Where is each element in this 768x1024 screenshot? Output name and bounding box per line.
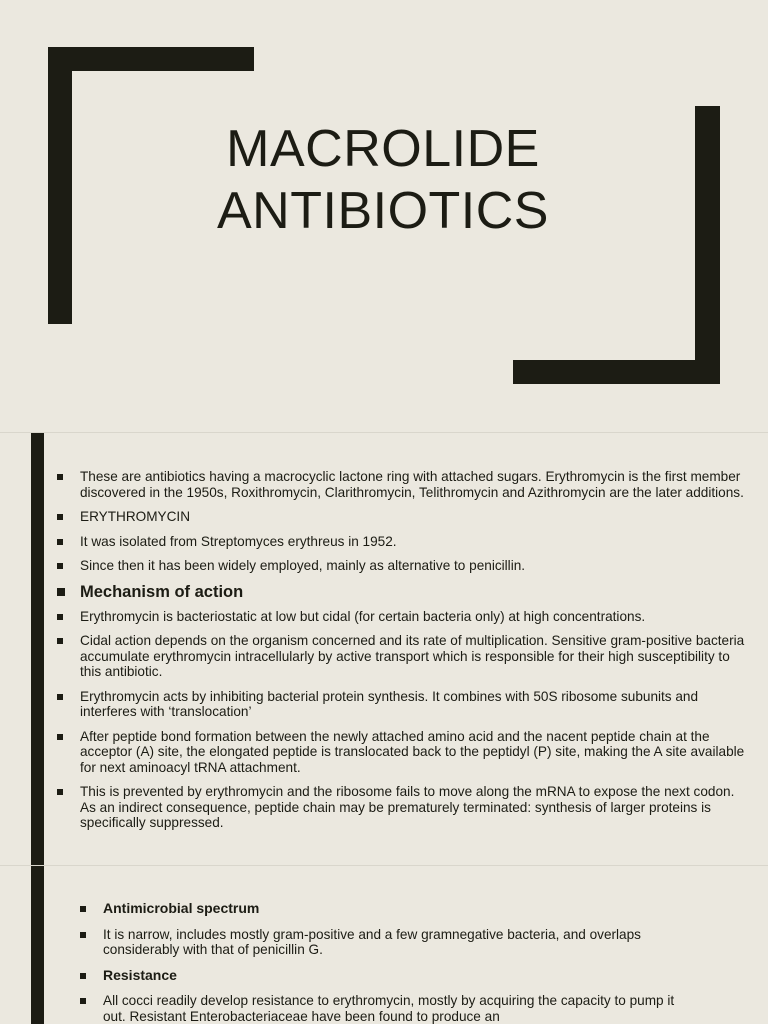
bullet-icon [57, 588, 65, 596]
bracket-bottom-right-vertical [695, 106, 720, 384]
bullet-icon [57, 474, 63, 480]
bullet-icon [80, 932, 86, 938]
list-item: Since then it has been widely employed, mainly as alternative to penicillin. [57, 558, 747, 574]
bullet-icon [57, 539, 63, 545]
bullet-icon [57, 789, 63, 795]
list-item: All cocci readily develop resistance to erythromycin, mostly by acquiring the capacity to pump it out. Resistant Enterobacteriaceae have been found to produce an [80, 993, 680, 1024]
bullet-icon [80, 906, 86, 912]
list-item: After peptide bond formation between the newly attached amino acid and the nacent peptide chain at the acceptor (A) site, the elongated peptide is translocated back to the peptidyl (P) site, making the A site available for next aminoacyl tRNA attachment. [57, 729, 747, 776]
list-item: Cidal action depends on the organism concerned and its rate of multiplication. Sensitive gram-positive bacteria accumulate erythromycin intracellularly by active transport which is responsible for their high susceptibility to this antibiotic. [57, 633, 747, 680]
list-item: ERYTHROMYCIN [57, 509, 747, 525]
list-item: Erythromycin acts by inhibiting bacterial protein synthesis. It combines with 50S ribosome subunits and interferes with ‘translocation’ [57, 689, 747, 720]
bullet-icon [57, 734, 63, 740]
list-item: Erythromycin is bacteriostatic at low but cidal (for certain bacteria only) at high concentrations. [57, 609, 747, 625]
accent-bar [31, 433, 44, 865]
bracket-top-left-horizontal [48, 47, 254, 71]
content-slide-spectrum [0, 866, 768, 1024]
bullet-list [80, 901, 680, 1024]
bullet-list [57, 469, 747, 840]
bullet-icon [57, 614, 63, 620]
content-slide-erythromycin [0, 433, 768, 865]
title-line-1: MACROLIDE [226, 120, 540, 178]
bullet-icon [80, 998, 86, 1004]
section-heading: Resistance [80, 968, 680, 984]
bracket-bottom-right-horizontal [513, 360, 720, 384]
title-line-2: ANTIBIOTICS [217, 182, 549, 240]
bullet-icon [57, 563, 63, 569]
list-item: These are antibiotics having a macrocyclic lactone ring with attached sugars. Erythromycin is the first member discovered in the 1950s, Roxithromycin, Clarithromycin, Telithromycin and Azithromycin are the later additions. [57, 469, 747, 500]
list-item: This is prevented by erythromycin and the ribosome fails to move along the mRNA to expose the next codon. As an indirect consequence, peptide chain may be prematurely terminated: synthesis of larger proteins is specifically suppressed. [57, 784, 747, 831]
section-heading: Antimicrobial spectrum [80, 901, 680, 917]
accent-bar [31, 866, 44, 1024]
bullet-icon [57, 694, 63, 700]
list-item: It was isolated from Streptomyces erythreus in 1952. [57, 534, 747, 550]
section-heading: Mechanism of action [57, 583, 747, 601]
list-item: It is narrow, includes mostly gram-positive and a few gramnegative bacteria, and overlaps considerably with that of penicillin G. [80, 927, 680, 958]
bullet-icon [80, 973, 86, 979]
slide-title [148, 118, 618, 242]
bullet-icon [57, 514, 63, 520]
bracket-top-left-vertical [48, 47, 72, 324]
bullet-icon [57, 638, 63, 644]
title-slide [0, 0, 768, 432]
